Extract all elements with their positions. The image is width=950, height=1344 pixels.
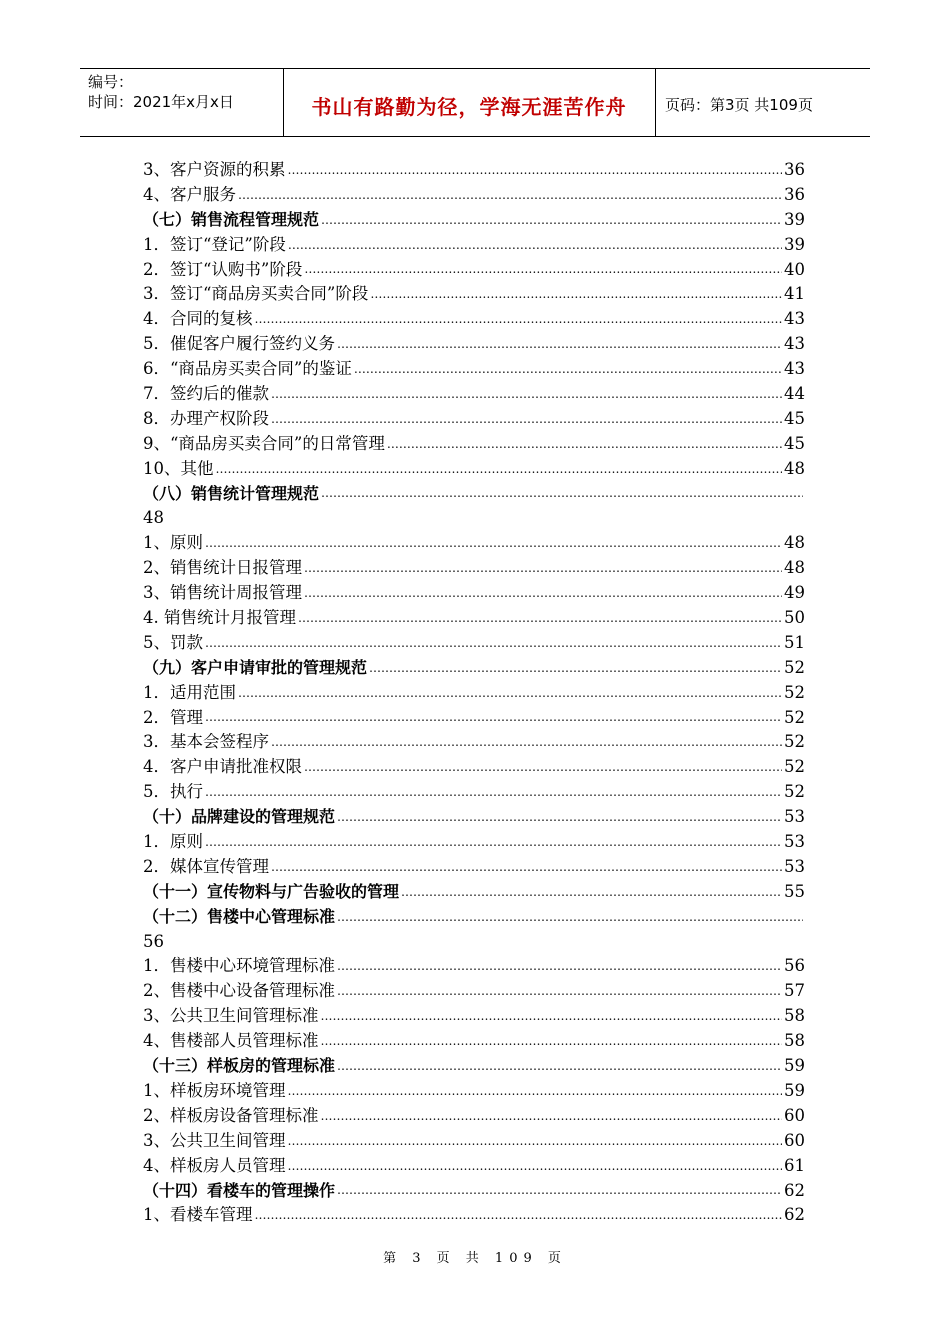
toc-section-heading[interactable] <box>143 805 805 830</box>
toc-entry-page-number: 56 <box>784 956 805 976</box>
toc-entry-page-number: 62 <box>784 1180 805 1200</box>
toc-entry-page-number: 59 <box>784 1080 805 1100</box>
toc-leader-dots <box>288 1081 783 1101</box>
toc-entry-label: 8．办理产权阶段 <box>143 408 269 428</box>
toc-entry-page-number: 36 <box>784 184 805 204</box>
toc-leader-dots <box>304 757 782 777</box>
toc-entry[interactable] <box>143 780 805 805</box>
toc-entry-label: （十二）售楼中心管理标准 <box>143 906 336 926</box>
table-of-contents <box>143 158 805 1228</box>
toc-leader-dots <box>337 1180 782 1200</box>
header-page-cell <box>655 69 870 136</box>
toc-entry-page-number: 53 <box>784 807 805 827</box>
toc-entry-page-number: 43 <box>784 334 805 354</box>
toc-entry-label: 5．催促客户履行签约义务 <box>143 334 335 354</box>
toc-entry-page-number: 58 <box>784 1006 805 1026</box>
toc-entry-label: 4、客户服务 <box>143 184 236 204</box>
toc-section-heading[interactable] <box>143 656 805 681</box>
toc-entry[interactable] <box>143 258 805 283</box>
toc-entry-label: （十四）看楼车的管理操作 <box>143 1180 336 1200</box>
toc-leader-dots <box>205 832 782 852</box>
toc-entry[interactable] <box>143 755 805 780</box>
toc-entry[interactable] <box>143 282 805 307</box>
toc-entry-label: 3．签订“商品房买卖合同”阶段 <box>143 284 369 304</box>
toc-entry-page-number: 57 <box>784 981 805 1001</box>
toc-leader-dots <box>370 284 782 304</box>
toc-leader-dots <box>205 633 782 653</box>
toc-section-heading[interactable] <box>143 208 805 233</box>
page-footer: 第 3 页 共 109 页 <box>383 1251 567 1266</box>
toc-leader-dots <box>337 807 782 827</box>
toc-entry[interactable] <box>143 382 805 407</box>
toc-entry-label: 6．“商品房买卖合同”的鉴证 <box>143 359 352 379</box>
toc-leader-dots <box>255 1205 783 1225</box>
toc-entry-label: 3、客户资源的积累 <box>143 159 286 179</box>
toc-entry-page-number: 52 <box>784 782 805 802</box>
toc-entry[interactable] <box>143 556 805 581</box>
toc-entry-label: （八）销售统计管理规范 <box>143 483 320 503</box>
document-date-label: 时间：2021年x月x日 <box>88 93 234 111</box>
toc-entry-page-number: 52 <box>784 657 805 677</box>
toc-entry-label: 3、公共卫生间管理标准 <box>143 1006 319 1026</box>
toc-entry[interactable] <box>143 1104 805 1129</box>
toc-leader-dots <box>271 857 782 877</box>
toc-entry-label: 4．合同的复核 <box>143 309 253 329</box>
toc-entry-label: 4、售楼部人员管理标准 <box>143 1031 319 1051</box>
toc-entry-page-number: 44 <box>784 384 805 403</box>
toc-leader-dots <box>304 583 782 603</box>
toc-entry-label: 2．签订“认购书”阶段 <box>143 259 303 279</box>
toc-entry[interactable] <box>143 1154 805 1179</box>
toc-entry-label: 2．管理 <box>143 707 203 727</box>
toc-leader-dots <box>288 160 783 180</box>
toc-entry[interactable] <box>143 830 805 855</box>
toc-leader-dots <box>337 907 803 927</box>
toc-leader-dots <box>271 384 782 404</box>
toc-entry-label: 48 <box>143 508 164 528</box>
toc-leader-dots <box>205 707 782 727</box>
toc-entry[interactable] <box>143 581 805 606</box>
toc-entry-page-number: 48 <box>784 458 805 478</box>
toc-entry-page-number: 52 <box>784 707 805 727</box>
toc-entry-page-number: 55 <box>784 881 805 901</box>
toc-entry[interactable] <box>143 730 805 755</box>
toc-leader-dots <box>321 483 803 503</box>
toc-entry-page-number: 45 <box>784 408 805 428</box>
toc-leader-dots <box>387 434 782 454</box>
toc-entry-label: 1．原则 <box>143 832 203 852</box>
header-meta-cell <box>80 69 284 136</box>
toc-section-heading[interactable] <box>143 1179 805 1204</box>
toc-leader-dots <box>216 459 783 479</box>
toc-entry[interactable] <box>143 955 805 980</box>
toc-leader-dots <box>288 1156 783 1176</box>
toc-leader-dots <box>321 1031 783 1051</box>
toc-leader-dots <box>238 185 782 205</box>
toc-entry-page-number: 45 <box>784 433 805 453</box>
toc-entry-label: 10、其他 <box>143 458 214 478</box>
toc-entry[interactable] <box>143 332 805 357</box>
toc-entry-page-number: 60 <box>784 1105 805 1125</box>
toc-entry-label: 4. 销售统计月报管理 <box>143 608 296 628</box>
toc-entry[interactable] <box>143 307 805 332</box>
toc-leader-dots <box>271 409 782 429</box>
toc-entry-label: 1．售楼中心环境管理标准 <box>143 956 335 976</box>
toc-entry[interactable] <box>143 506 805 531</box>
toc-entry-label: 2、样板房设备管理标准 <box>143 1105 319 1125</box>
toc-entry-page-number: 49 <box>784 583 805 603</box>
toc-entry-page-number: 52 <box>784 682 805 702</box>
toc-entry-label: 1、样板房环境管理 <box>143 1080 286 1100</box>
toc-section-heading[interactable] <box>143 880 805 905</box>
toc-leader-dots <box>337 981 782 1001</box>
toc-entry[interactable] <box>143 930 805 955</box>
toc-entry[interactable] <box>143 1079 805 1104</box>
toc-entry-page-number: 60 <box>784 1130 805 1150</box>
toc-entry-page-number: 51 <box>784 632 805 652</box>
toc-entry-label: 4、样板房人员管理 <box>143 1155 286 1175</box>
toc-entry-page-number: 36 <box>784 159 805 179</box>
toc-entry-label: 5、罚款 <box>143 632 203 652</box>
toc-entry-page-number: 59 <box>784 1056 805 1076</box>
toc-entry-label: 1、原则 <box>143 533 203 553</box>
toc-leader-dots <box>337 1056 782 1076</box>
toc-entry-label: 1．签订“登记”阶段 <box>143 234 286 254</box>
toc-section-heading[interactable] <box>143 1054 805 1079</box>
toc-entry[interactable] <box>143 233 805 258</box>
toc-entry-label: 2、销售统计日报管理 <box>143 558 302 578</box>
toc-entry-label: 1．适用范围 <box>143 682 236 702</box>
toc-entry-page-number: 48 <box>784 533 805 553</box>
toc-entry-label: 4．客户申请批准权限 <box>143 757 302 777</box>
toc-entry-page-number: 43 <box>784 359 805 379</box>
toc-entry[interactable] <box>143 183 805 208</box>
toc-entry[interactable] <box>143 457 805 482</box>
toc-section-heading[interactable] <box>143 905 805 930</box>
toc-entry-page-number: 53 <box>784 832 805 852</box>
toc-entry-page-number: 52 <box>784 757 805 777</box>
toc-entry[interactable] <box>143 1129 805 1154</box>
toc-leader-dots <box>304 259 782 279</box>
toc-leader-dots <box>288 1131 783 1151</box>
toc-entry-page-number: 39 <box>784 209 805 229</box>
header-motto-cell <box>283 69 656 136</box>
toc-entry[interactable] <box>143 158 805 183</box>
toc-entry[interactable] <box>143 979 805 1004</box>
toc-entry-label: 7．签约后的催款 <box>143 384 269 403</box>
toc-entry-page-number: 62 <box>784 1205 805 1225</box>
toc-entry-label: （十三）样板房的管理标准 <box>143 1056 336 1076</box>
toc-entry-label: 3、公共卫生间管理 <box>143 1130 286 1150</box>
toc-entry-label: 9、“商品房买卖合同”的日常管理 <box>143 433 385 453</box>
toc-entry[interactable] <box>143 1203 805 1228</box>
toc-entry-label: 2、售楼中心设备管理标准 <box>143 981 335 1001</box>
toc-leader-dots <box>304 558 782 578</box>
toc-entry-label: 2．媒体宣传管理 <box>143 856 269 876</box>
toc-entry-label: （十）品牌建设的管理规范 <box>143 807 336 827</box>
toc-entry-page-number: 39 <box>784 234 805 254</box>
toc-leader-dots <box>337 956 782 976</box>
toc-entry-page-number: 48 <box>784 558 805 578</box>
toc-entry-page-number: 61 <box>784 1155 805 1175</box>
toc-entry-label: 5．执行 <box>143 782 203 802</box>
header-page-info: 页码：第3页 共109页 <box>665 96 813 114</box>
page-header <box>80 68 870 137</box>
toc-entry[interactable] <box>143 855 805 880</box>
toc-entry[interactable] <box>143 1029 805 1054</box>
toc-entry[interactable] <box>143 407 805 432</box>
toc-leader-dots <box>321 1106 783 1126</box>
toc-leader-dots <box>321 1006 783 1026</box>
toc-entry-label: （七）销售流程管理规范 <box>143 209 320 229</box>
toc-entry-page-number: 40 <box>784 259 805 279</box>
toc-entry[interactable] <box>143 706 805 731</box>
toc-entry-page-number: 58 <box>784 1031 805 1051</box>
toc-entry-label: 3．基本会签程序 <box>143 732 269 752</box>
toc-entry-page-number: 52 <box>784 732 805 752</box>
toc-leader-dots <box>354 359 782 379</box>
toc-leader-dots <box>369 658 782 678</box>
toc-entry-page-number: 43 <box>784 309 805 329</box>
toc-entry[interactable] <box>143 681 805 706</box>
toc-entry[interactable] <box>143 631 805 656</box>
toc-leader-dots <box>401 882 782 902</box>
toc-entry-page-number: 41 <box>784 284 805 304</box>
toc-entry-label: 3、销售统计周报管理 <box>143 583 302 603</box>
toc-entry[interactable] <box>143 531 805 556</box>
toc-entry[interactable] <box>143 1004 805 1029</box>
toc-leader-dots <box>205 533 782 553</box>
toc-entry-page-number: 53 <box>784 856 805 876</box>
toc-entry-page-number: 50 <box>784 608 805 628</box>
toc-entry[interactable] <box>143 606 805 631</box>
toc-leader-dots <box>238 683 782 703</box>
toc-leader-dots <box>205 782 782 802</box>
toc-entry[interactable] <box>143 357 805 382</box>
toc-entry-label: 56 <box>143 931 164 951</box>
toc-leader-dots <box>271 732 782 752</box>
toc-section-heading[interactable] <box>143 482 805 507</box>
toc-entry-label: 1、看楼车管理 <box>143 1205 253 1225</box>
toc-entry-label: （十一）宣传物料与广告验收的管理 <box>143 881 400 901</box>
toc-leader-dots <box>298 608 782 628</box>
toc-entry-label: （九）客户申请审批的管理规范 <box>143 657 368 677</box>
toc-leader-dots <box>337 334 782 354</box>
toc-leader-dots <box>321 210 782 230</box>
document-number-label: 编号： <box>88 73 134 91</box>
toc-entry[interactable] <box>143 432 805 457</box>
toc-leader-dots <box>255 309 783 329</box>
toc-leader-dots <box>288 235 782 255</box>
header-motto: 书山有路勤为径，学海无涯苦作舟 <box>311 95 627 119</box>
